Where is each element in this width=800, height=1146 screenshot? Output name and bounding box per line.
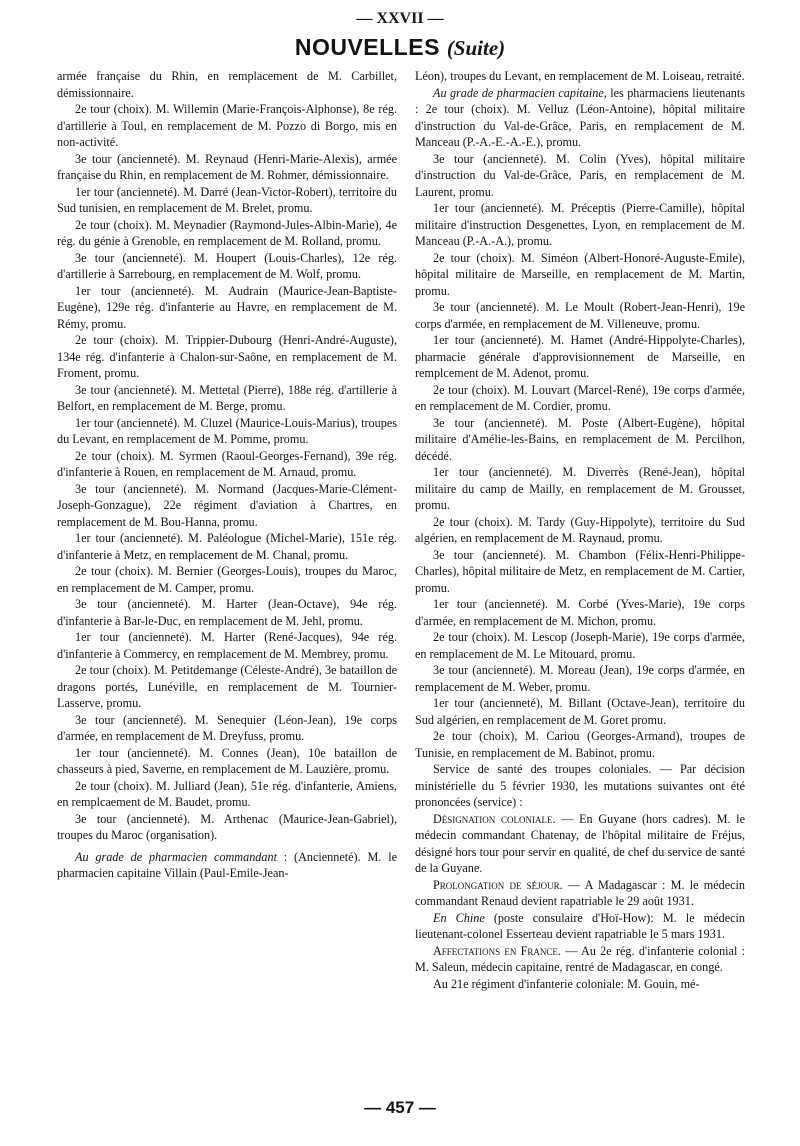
paragraph-text: 1er tour (ancienneté). M. Harter (René-Jacques), 94e rég. d'infanterie à Commercy, en remplacement de M. Membrey, promu.	[57, 630, 397, 661]
paragraph	[57, 849, 397, 882]
paragraph-text: 3e tour (ancienneté). M. Normand (Jacques-Marie-Clément-Joseph-Gonzague), 22e régiment d'aviation à Chartres, en remplacement de M. Bou-Hanna, promu.	[57, 481, 397, 529]
paragraph	[415, 910, 745, 943]
paragraph	[57, 101, 397, 151]
paragraph-text: — A Madagascar : M. le médecin commandant Renaud devient rapatriable le 29 août 1931.	[415, 877, 745, 908]
paragraph-text: 2e tour (choix). M. Tardy (Guy-Hippolyte), territoire du Sud algérien, en remplacement de M. Raynaud, promu.	[415, 514, 745, 545]
paragraph	[415, 514, 745, 547]
paragraph-text: 1er tour (ancienneté). M. Préceptis (Pierre-Camille), hôpital militaire d'instruction Desgenettes, Lyon, en remplacement de M. Manceau (P.-A.-A.), promu.	[415, 201, 745, 248]
paragraph	[415, 151, 745, 201]
paragraph	[415, 415, 745, 465]
paragraph	[415, 332, 745, 382]
paragraph	[57, 448, 397, 481]
paragraph	[415, 85, 745, 151]
paragraph	[57, 778, 397, 811]
paragraph-text: 2e tour (choix). M. Meynadier (Raymond-Jules-Albin-Marie), 4e rég. du génie à Grenoble, en remplacement de M. Rolland, promu.	[57, 217, 397, 248]
paragraph-text: 3e tour (ancienneté). M. Senequier (Léon-Jean), 19e corps d'armée, en remplacement de M. Dreyfuss, promu.	[57, 712, 397, 743]
paragraph-text: 3e tour (ancienneté). M. Harter (Jean-Octave), 94e rég. d'infanterie à Bar-le-Duc, en remplacement de M. Jehl, promu.	[57, 597, 397, 628]
paragraph	[415, 877, 745, 910]
paragraph-text: — Au 2e rég. d'infanterie colonial : M. Saleun, médecin capitaine, rentré de Madagascar, en congé.	[415, 943, 745, 974]
paragraph-text: 2e tour (choix). M. Siméon (Albert-Honoré-Auguste-Emile), hôpital militaire de Marseille, en remplacement de M. Martin, promu.	[415, 250, 745, 298]
paragraph-text: 1er tour (ancienneté). M. Cluzel (Maurice-Louis-Marius), troupes du Levant, en remplacement de M. Pomme, promu.	[57, 415, 397, 446]
paragraph	[415, 596, 745, 629]
paragraph	[415, 629, 745, 662]
paragraph-text: 1er tour (ancienneté). M. Audrain (Maurice-Jean-Baptiste-Eugène), 129e rég. d'infanterie au Havre, en remplacement de M. Rémy, promu.	[57, 283, 397, 331]
paragraph	[57, 629, 397, 662]
paragraph-text: 3e tour (ancienneté). M. Poste (Albert-Eugène), hôpital militaire d'Amélie-les-Bains, en remplacement de M. Percilhon, décédé.	[415, 415, 745, 463]
paragraph	[415, 662, 745, 695]
paragraph-text: (poste consulaire d'Hoï-How): M. le médecin lieutenant-colonel Esserteau devient rapatriable le 5 mars 1931.	[415, 910, 745, 941]
paragraph	[415, 68, 745, 85]
paragraph-text: Léon), troupes du Levant, en remplacement de M. Loiseau, retraité.	[415, 69, 745, 83]
paragraph	[415, 943, 745, 976]
paragraph	[57, 283, 397, 333]
paragraph	[415, 976, 745, 993]
paragraph	[57, 712, 397, 745]
paragraph	[57, 217, 397, 250]
paragraph	[57, 332, 397, 382]
paragraph	[57, 151, 397, 184]
paragraph-lead: Désignation coloniale.	[433, 811, 556, 826]
paragraph-text: 2e tour (choix). M. Syrmen (Raoul-Georges-Fernand), 39e rég. d'infanterie à Rouen, en remplacement de M. Arnaud, promu.	[57, 448, 397, 479]
paragraph	[57, 811, 397, 844]
paragraph-text: 2e tour (choix). M. Louvart (Marcel-René), 19e corps d'armée, en remplacement de M. Cordier, promu.	[415, 382, 745, 413]
paragraph	[415, 250, 745, 300]
paragraph-text: 2e tour (choix). M. Lescop (Joseph-Marie), 19e corps d'armée, en remplacement de M. Le Mitouard, promu.	[415, 630, 745, 661]
paragraph	[57, 596, 397, 629]
paragraph-lead: Au grade de pharmacien capitaine	[433, 85, 604, 100]
paragraph-text: : (Ancienneté). M. le pharmacien capitaine Villain (Paul-Emile-Jean-	[57, 849, 397, 880]
paragraph-text: 1er tour (ancienneté). M. Corbé (Yves-Marie), 19e corps d'armée, en remplacement de M. Michon, promu.	[415, 597, 745, 628]
paragraph-lead: Affectations en France.	[433, 943, 561, 958]
paragraph-text: — Par décision ministérielle du 5 février 1930, les mutations suivantes ont été prononcées (service) :	[415, 762, 745, 809]
section-title-main: NOUVELLES	[294, 34, 440, 60]
paragraph-text: 3e tour (ancienneté). M. Houpert (Louis-Charles), 12e rég. d'artillerie à Sarrebourg, en remplacement de M. Wolf, promu.	[57, 250, 397, 281]
paragraph-lead: Prolongation de séjour.	[433, 877, 563, 892]
paragraph-text: 2e tour (choix). M. Bernier (Georges-Louis), troupes du Maroc, en remplacement de M. Camper, promu.	[57, 564, 397, 595]
paragraph	[57, 68, 397, 101]
paragraph	[57, 250, 397, 283]
left-column	[57, 68, 397, 1088]
paragraph	[57, 184, 397, 217]
roman-folio: — XXVII —	[356, 10, 444, 27]
paragraph-text: 1er tour (ancienneté). M. Paléologue (Michel-Marie), 151e rég. d'infanterie à Metz, en remplacement de M. Chanal, promu.	[57, 531, 397, 562]
paragraph	[415, 811, 745, 877]
paragraph	[57, 415, 397, 448]
paragraph	[57, 382, 397, 415]
paragraph-text: — En Guyane (hors cadres). M. le médecin commandant Chatenay, de l'hôpital militaire de Fréjus, désigné hors tour pour servir en qualité, de chef du service de santé de la Guyane.	[415, 811, 745, 875]
paragraph	[415, 728, 745, 761]
paragraph	[415, 695, 745, 728]
paragraph	[57, 530, 397, 563]
paragraph-lead: En Chine	[433, 910, 485, 925]
right-column	[415, 68, 745, 1088]
paragraph	[415, 547, 745, 597]
paragraph-text: 1er tour (ancienneté). M. Connes (Jean), 10e bataillon de chasseurs à pied, Saverne, en remplacement de M. Lauzière, promu.	[57, 745, 397, 776]
paragraph-text: 2e tour (choix). M. Petitdemange (Céleste-André), 3e bataillon de dragons portés, Lunéville, en remplacement de M. Tournier-Lasserve, promu.	[57, 663, 397, 710]
paragraph-text: 1er tour (ancienneté). M. Diverrès (René-Jean), hôpital militaire du camp de Mailly, en remplacement de M. Grousset, promu.	[415, 465, 745, 512]
paragraph	[415, 200, 745, 250]
paragraph-text: 3e tour (ancienneté). M. Mettetal (Pierre), 188e rég. d'artillerie à Belfort, en remplacement de M. Berge, promu.	[57, 382, 397, 413]
paragraph	[415, 761, 745, 811]
paragraph	[57, 662, 397, 712]
paragraph-text: 3e tour (ancienneté). M. Le Moult (Robert-Jean-Henri), 19e corps d'armée, en remplacement de M. Villeneuve, promu.	[415, 300, 745, 331]
paragraph-text: 2e tour (choix). M. Willemin (Marie-François-Alphonse), 8e rég. d'artillerie à Toul, en remplacement de M. Pozzo di Borgo, mis en non-activité.	[57, 102, 397, 149]
paragraph	[57, 745, 397, 778]
paragraph-text: 2e tour (choix). M. Trippier-Dubourg (Henri-André-Auguste), 134e rég. d'infanterie à Chalon-sur-Saône, en remplacement de M. Froment, promu.	[57, 333, 397, 380]
paragraph-lead: Au grade de pharmacien commandant	[75, 849, 277, 864]
paragraph-text: 1er tour (ancienneté). M. Hamet (André-Hippolyte-Charles), pharmacie générale d'approvisionnement de Marseille, en remplcement de M. Adenot, promu.	[415, 333, 745, 380]
paragraph	[57, 563, 397, 596]
paragraph-lead: Service de santé des troupes coloniales.	[433, 762, 652, 776]
paragraph	[415, 299, 745, 332]
paragraph-text: 3e tour (ancienneté). M. Reynaud (Henri-Marie-Alexis), armée française du Rhin, en remplacement de M. Rohmer, démissionnaire.	[57, 151, 397, 182]
paragraph-text: 1er tour (ancienneté). M. Darré (Jean-Victor-Robert), territoire du Sud tunisien, en remplacement de M. Brelet, promu.	[57, 184, 397, 215]
section-title	[0, 34, 800, 61]
paragraph	[57, 481, 397, 531]
section-title-suffix: (Suite)	[446, 36, 506, 60]
paragraph-text: 2e tour (choix), M. Cariou (Georges-Armand), troupes de Tunisie, en remplacement de M. Babinot, promu.	[415, 729, 745, 760]
paragraph	[415, 464, 745, 514]
paragraph-text: 3e tour (ancienneté). M. Colin (Yves), hôpital militaire d'instruction du Val-de-Grâce, Paris, en remplacement de M. Laurent, promu.	[415, 151, 745, 199]
paragraph-text: 2e tour (choix). M. Julliard (Jean), 51e rég. d'infanterie, Amiens, en remplcaement de M. Baudet, promu.	[57, 778, 397, 809]
paragraph-text: 3e tour (ancienneté). M. Arthenac (Maurice-Jean-Gabriel), troupes du Maroc (organisation).	[57, 811, 397, 842]
paragraph-text: armée française du Rhin, en remplacement de M. Carbillet, démissionnaire.	[57, 69, 397, 100]
paragraph	[415, 382, 745, 415]
paragraph-text: , les pharmaciens lieutenants : 2e tour (choix). M. Velluz (Léon-Antoine), hôpital militaire d'instruction du Val-de-Grâce, Paris, en remplacement de M. Manceau (P.-A.-E.-A.-E.), promu.	[415, 85, 745, 149]
paragraph-text: 3e tour (ancienneté). M. Moreau (Jean), 19e corps d'armée, en remplacement de M. Weber, promu.	[415, 663, 745, 694]
paragraph-text: 3e tour (ancienneté). M. Chambon (Félix-Henri-Philippe-Charles), hôpital militaire de Metz, en remplacement de M. Cartier, promu.	[415, 547, 745, 595]
paragraph-text: Au 21e régiment d'infanterie coloniale: M. Gouin, mé-	[433, 976, 700, 991]
page-number: — 457 —	[364, 1098, 436, 1117]
paragraph-text: 1er tour (ancienneté), M. Billant (Octave-Jean), territoire du Sud algérien, en remplacement de M. Goret promu.	[415, 696, 745, 727]
